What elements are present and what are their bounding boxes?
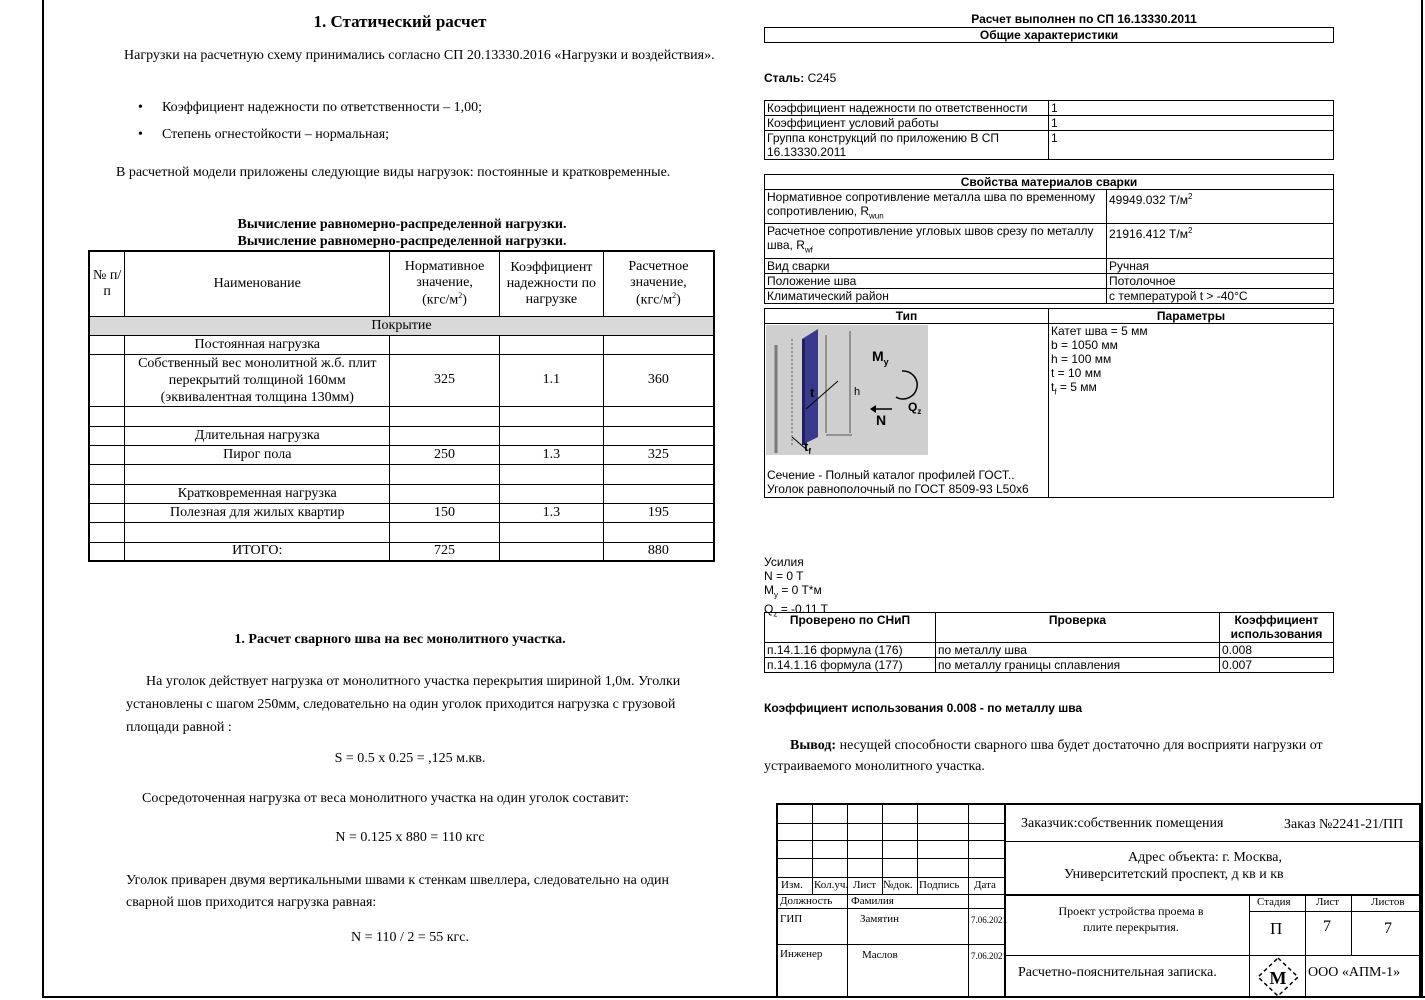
param-line: t = 10 мм: [1051, 366, 1102, 380]
weld-prop-value: с температурой t > -40°C: [1107, 288, 1334, 303]
weld-prop-label: Расчетное сопротивление угловых швов срезу по металлу шва, $R_{wf}$: [765, 224, 1107, 258]
weld-prop-label: Вид сварки: [765, 258, 1107, 273]
stamp-sheets-label: Листов: [1371, 896, 1405, 908]
param-line: $t_f = 5$ мм: [1051, 380, 1097, 397]
stamp-name-label: Фамилия: [851, 895, 894, 907]
row-name: Полезная для жилых квартир: [125, 503, 390, 522]
params-cell: [1049, 324, 1334, 498]
section2-title: 1. Расчет сварного шва на вес монолитного участка.: [234, 632, 566, 647]
my-label: $M_y$: [872, 348, 889, 367]
force-my: $M_y = 0$ T*м: [764, 583, 822, 600]
qz-label: $Q_z$: [908, 400, 922, 416]
stamp-col-label: Дата: [974, 879, 996, 891]
stamp-address-1: Адрес объекта: г. Москва,: [1128, 850, 1283, 865]
svg-text:M: M: [1269, 968, 1287, 988]
col-header: Коэффициент надежности по нагрузке: [499, 251, 603, 316]
weld-section-figure: [766, 325, 928, 455]
stamp-stage-label: Стадия: [1257, 896, 1291, 908]
weld-props-table: [764, 174, 1334, 304]
stamp-doc-title: Расчетно-пояснительная записка.: [1018, 965, 1217, 980]
stamp-org: ООО «АПМ-1»: [1308, 965, 1401, 980]
frame-left-border: [42, 0, 44, 998]
load-table: [88, 250, 715, 562]
coef-label: Группа конструкций по приложению В СП 16.13330.2011: [765, 131, 1049, 160]
weld-prop-value: 21916.412 $Т/м^2$: [1107, 224, 1334, 258]
checks-table: [764, 612, 1334, 673]
table-row-empty: [89, 522, 714, 542]
weld-prop-value: Потолочное: [1107, 273, 1334, 288]
section-title: 1. Статический расчет: [313, 12, 487, 31]
h-label: h: [854, 386, 861, 398]
row-norm: 250: [390, 445, 500, 464]
total-norm: 725: [390, 542, 500, 561]
weld-paragraph: Уголок приварен двумя вертикальными швами к стенкам швеллера, следовательно на один сварной шов приходится нагрузка равная:: [126, 873, 670, 910]
check-snip: п.14.1.16 формула (177): [765, 658, 936, 673]
weld-prop-label: Климатический район: [765, 288, 1107, 303]
table-section-row: [89, 316, 714, 335]
stamp-col-label: Изм.: [781, 879, 803, 891]
row-calc: 325: [603, 445, 714, 464]
row-name: Собственный вес монолитной ж.б. плит перекрытий толщиной 160мм (эквивалентная толщина 130мм): [125, 354, 390, 406]
group-label: Кратковременная нагрузка: [125, 484, 390, 503]
section-cell: Покрытие: [89, 316, 714, 335]
equation-area: S = 0.5 x 0.25 = ,125 м.кв.: [334, 751, 486, 766]
bullet-text: Коэффициент надежности по ответственности – 1,00;: [162, 100, 483, 115]
table-total-row: [89, 542, 714, 561]
tf-label: $t_f$: [804, 439, 812, 455]
table-row-empty: [89, 464, 714, 484]
n-label: N: [876, 412, 887, 428]
steel-value: C245: [807, 71, 837, 85]
check-header: Проверка: [936, 613, 1220, 643]
check-name: по металлу шва: [936, 643, 1220, 658]
row-calc: 360: [603, 354, 714, 406]
intro-paragraph: Нагрузки на расчетную схему принимались согласно СП 20.13330.2016 «Нагрузки и воздействия».: [124, 48, 715, 63]
stamp-sheet-label: Лист: [1316, 896, 1340, 908]
steel-line: [764, 71, 836, 85]
coef-table: [764, 100, 1334, 160]
col-header: Наименование: [125, 251, 390, 316]
bullet-text: Степень огнестойкости – нормальная;: [162, 127, 390, 142]
stamp-col-label: №док.: [883, 879, 913, 891]
stamp-order: Заказ №2241-21/ПП: [1284, 817, 1404, 832]
utilization-summary: Коэффициент использования 0.008 - по металлу шва: [764, 701, 1083, 715]
table-row: [89, 484, 714, 503]
stamp-project: Проект устройства проема в плите перекрытия.: [1058, 904, 1204, 934]
row-k: 1.3: [499, 503, 603, 522]
coef-value: 1: [1049, 116, 1334, 131]
stamp-col-label: Кол.уч.: [814, 879, 849, 891]
weld-prop-label: Положение шва: [765, 273, 1107, 288]
param-line: b = 1050 мм: [1051, 338, 1118, 352]
equation-force: N = 0.125 x 880 = 110 кгс: [335, 830, 485, 845]
bullet-item: • Коэффициент надежности по ответственности – 1,00;: [138, 100, 483, 115]
param-line: h = 100 мм: [1051, 352, 1112, 366]
total-label: ИТОГО:: [125, 542, 390, 561]
forces-title: Усилия: [764, 555, 804, 569]
table-row: [89, 426, 714, 445]
stamp-col-label: Лист: [853, 879, 877, 891]
stamp-gip: ГИП: [780, 913, 803, 925]
row-k: 1.3: [499, 445, 603, 464]
check-snip: п.14.1.16 формула (176): [765, 643, 936, 658]
section-caption: Сечение - Полный каталог профилей ГОСТ.. Уголок равнополочный по ГОСТ 8509-93 L50x6: [767, 468, 1029, 496]
frame-right-border: [1421, 0, 1423, 998]
check-k: 0.007: [1220, 658, 1334, 673]
weld-props-title: Свойства материалов сварки: [765, 175, 1334, 190]
table-row: [89, 445, 714, 464]
stamp-engineer: Инженер: [780, 948, 823, 960]
bullet-item: • Степень огнестойкости – нормальная;: [138, 127, 390, 142]
type-header: Тип: [765, 309, 1049, 324]
col-header: № п/п: [89, 251, 125, 316]
check-name: по металлу границы сплавления: [936, 658, 1220, 673]
load-types-paragraph: В расчетной модели приложены следующие виды нагрузок: постоянные и кратковременные.: [116, 165, 671, 180]
concentrated-load-paragraph: Сосредоточенная нагрузка от веса монолитного участка на один уголок составит:: [142, 791, 629, 806]
section2-paragraph: На уголок действует нагрузка от монолитного участка перекрытия шириной 1,0м. Уголки установлены с шагом 250мм, следовательно на один уголок приходится нагрузка с грузовой площади равной :: [126, 674, 681, 735]
table-row-empty: [89, 406, 714, 426]
table-title: Вычисление равномерно-распределенной нагрузки.: [237, 217, 567, 232]
row-norm: 325: [390, 354, 500, 406]
stamp-engineer-name: Маслов: [862, 949, 898, 961]
force-qz: $Q_z = -0.11$ T: [764, 602, 828, 619]
check-k: 0.008: [1220, 643, 1334, 658]
stamp-sheet: 7: [1323, 918, 1331, 935]
type-params-table: [764, 308, 1334, 498]
stamp-stage: П: [1270, 919, 1283, 938]
stamp-role-label: Должность: [780, 895, 833, 907]
weld-prop-label: Нормативное сопротивление металла шва по временному сопротивлению, $R_{wun}$: [765, 190, 1107, 224]
frame-bottom-border: [42, 996, 1425, 998]
weld-prop-value: Ручная: [1107, 258, 1334, 273]
general-header: [764, 27, 1334, 43]
stamp-gip-name: Замятин: [860, 913, 899, 925]
coef-value: 1: [1049, 101, 1334, 116]
conclusion-paragraph: [764, 735, 1384, 777]
stamp-address-2: Университетский проспект, д кв и кв: [1064, 867, 1284, 882]
general-title: Общие характеристики: [765, 28, 1334, 43]
coef-value: 1: [1049, 131, 1334, 160]
company-logo: [1256, 957, 1300, 997]
table-header-row: [89, 251, 714, 316]
row-name: Пирог пола: [125, 445, 390, 464]
row-norm: 150: [390, 503, 500, 522]
conclusion-text: несущей способности сварного шва будет достаточно для восприяти нагрузки от устраиваемого монолитного участка.: [764, 738, 1323, 774]
type-cell: [765, 324, 1049, 498]
total-calc: 880: [603, 542, 714, 561]
stamp-gip-date: 7.06.2021: [971, 915, 1007, 925]
stamp-col-label: Подпись: [919, 879, 960, 891]
table-title-repeat: Вычисление равномерно-распределенной нагрузки.: [237, 234, 567, 249]
group-label: Постоянная нагрузка: [125, 335, 390, 354]
force-n: N = 0 T: [764, 569, 804, 583]
table-row: [89, 354, 714, 406]
param-line: Катет шва = 5 мм: [1051, 324, 1148, 338]
group-label: Длительная нагрузка: [125, 426, 390, 445]
t-label: t: [810, 385, 815, 400]
conclusion-label: Вывод:: [790, 738, 837, 753]
table-row: [89, 503, 714, 522]
check-header: Коэффициент использования: [1220, 613, 1334, 643]
stamp-engineer-date: 7.06.2021: [971, 951, 1007, 961]
title-block: [776, 803, 1421, 996]
coef-label: Коэффициент условий работы: [765, 116, 1049, 131]
row-k: 1.1: [499, 354, 603, 406]
col-header: Расчетное значение, $(кгс/м^2)$: [603, 251, 714, 316]
coef-label: Коэффициент надежности по ответственности: [765, 101, 1049, 116]
col-header: Нормативное значение, $(кгс/м^2)$: [390, 251, 500, 316]
stamp-sheets: 7: [1384, 920, 1392, 937]
calc-standard: Расчет выполнен по СП 16.13330.2011: [971, 12, 1197, 26]
row-calc: 195: [603, 503, 714, 522]
params-header: Параметры: [1049, 309, 1334, 324]
weld-prop-value: 49949.032 $Т/м^2$: [1107, 190, 1334, 224]
equation-weld: N = 110 / 2 = 55 кгс.: [350, 930, 470, 945]
table-row: [89, 335, 714, 354]
check-header: Проверено по СНиП: [765, 613, 936, 643]
steel-label: Сталь:: [764, 71, 805, 85]
stamp-customer: Заказчик:собственник помещения: [1021, 816, 1224, 831]
